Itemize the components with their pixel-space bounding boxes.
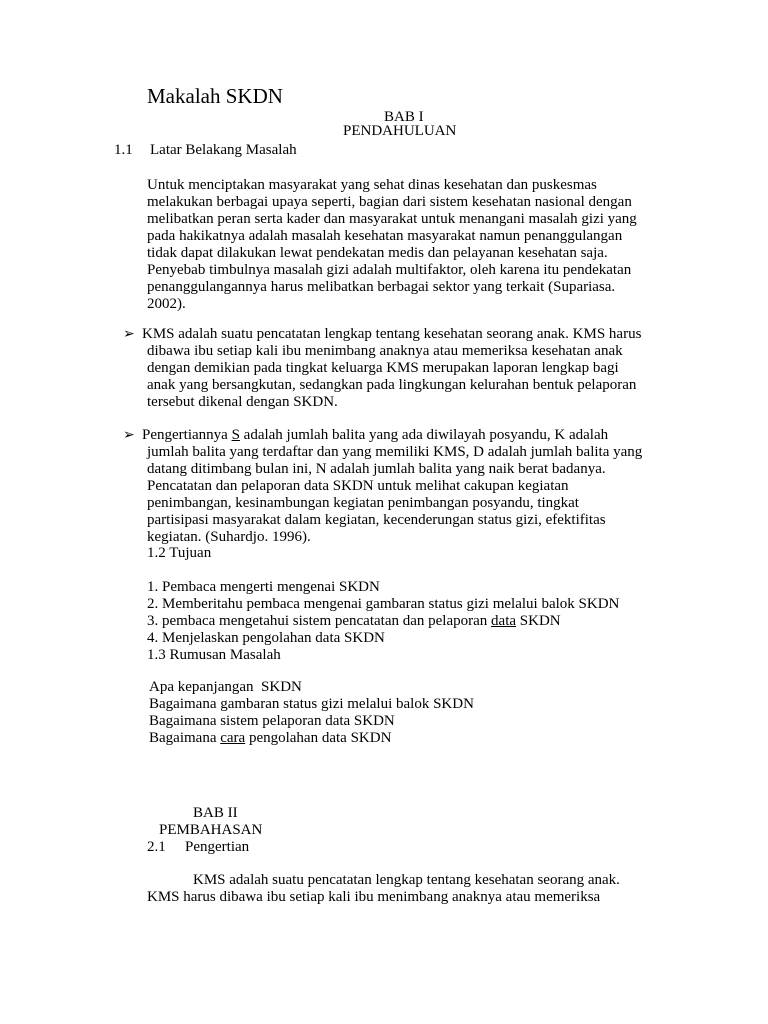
paragraph-line: tidak dapat dilakukan lewat pendekatan medis dan pelayanan kesehatan saja. bbox=[147, 245, 608, 261]
rumusan-item: Apa kepanjangan SKDN bbox=[149, 679, 302, 695]
tujuan-item: 2. Memberitahu pembaca mengenai gambaran status gizi melalui balok SKDN bbox=[147, 596, 620, 612]
rumusan-list bbox=[149, 679, 474, 747]
spacer bbox=[147, 562, 619, 579]
bab2-paragraph-line: KMS harus dibawa ibu setiap kali ibu menimbang anaknya atau memeriksa bbox=[147, 889, 601, 905]
background-paragraph bbox=[147, 177, 637, 313]
arrow-bullet-icon: ➢ bbox=[123, 327, 135, 342]
item-text: SKDN bbox=[516, 613, 561, 629]
bullet-line: datang ditimbang bulan ini, N adalah jumlah balita yang naik berat badanya. bbox=[147, 461, 606, 477]
chapter-1-heading: BAB I bbox=[384, 109, 424, 125]
paragraph-line: 2002). bbox=[147, 296, 186, 312]
section-2-1-title: Pengertian bbox=[185, 839, 250, 855]
bab2-paragraph-line: KMS adalah suatu pencatatan lengkap tentang kesehatan seorang anak. bbox=[193, 872, 620, 888]
item-text: pengolahan data SKDN bbox=[245, 730, 392, 746]
bullet-line: dibawa ibu setiap kali ibu menimbang anaknya atau memeriksa kesehatan anak bbox=[147, 343, 623, 359]
tujuan-heading: 1.2 Tujuan bbox=[147, 545, 212, 561]
paragraph-line: melakukan berbagai upaya seperti, bagian dari sistem kesehatan nasional dengan bbox=[147, 194, 632, 210]
tujuan-item bbox=[147, 613, 619, 630]
underlined-word: cara bbox=[220, 730, 246, 746]
underlined-word: data bbox=[491, 613, 517, 629]
underlined-letter: S bbox=[231, 427, 240, 443]
arrow-bullet-icon: ➢ bbox=[123, 428, 135, 443]
tujuan-item: 1. Pembaca mengerti mengenai SKDN bbox=[147, 579, 380, 595]
bullet-kms bbox=[123, 326, 642, 411]
bullet-line bbox=[142, 427, 642, 444]
paragraph-line: pada hakikatnya adalah masalah kesehatan masyarakat namun penanggulangan bbox=[147, 228, 623, 244]
rumusan-heading: 1.3 Rumusan Masalah bbox=[147, 647, 281, 663]
paragraph-line: Untuk menciptakan masyarakat yang sehat dinas kesehatan dan puskesmas bbox=[147, 177, 597, 193]
section-1-1-number: 1.1 bbox=[114, 142, 133, 158]
bullet-text: adalah jumlah balita yang ada diwilayah posyandu, K adalah bbox=[239, 427, 609, 443]
bullet-line: anak yang bersangkutan, sedangkan pada lingkungan kelurahan bentuk pelaporan bbox=[147, 377, 637, 393]
paragraph-line: Penyebab timbulnya masalah gizi adalah multifaktor, oleh karena itu pendekatan bbox=[147, 262, 632, 278]
bullet-text: Pengertiannya bbox=[142, 427, 232, 443]
bullet-line: tersebut dikenal dengan SKDN. bbox=[147, 394, 338, 410]
chapter-2-subheading: PEMBAHASAN bbox=[159, 822, 263, 838]
rumusan-item bbox=[149, 730, 474, 747]
chapter-1-subheading: PENDAHULUAN bbox=[343, 123, 457, 139]
bullet-line: partisipasi masyarakat dalam kegiatan, kecenderungan status gizi, efektifitas bbox=[147, 512, 606, 528]
section-2-1-number: 2.1 bbox=[147, 839, 166, 855]
bullet-line: penimbangan, kesinambungan kegiatan penimbangan posyandu, tingkat bbox=[147, 495, 579, 511]
paragraph-line: melibatkan peran serta kader dan masyarakat untuk menangani masalah gizi yang bbox=[147, 211, 637, 227]
tujuan-item: 4. Menjelaskan pengolahan data SKDN bbox=[147, 630, 385, 646]
chapter-2-heading: BAB II bbox=[193, 805, 238, 821]
rumusan-item: Bagaimana gambaran status gizi melalui balok SKDN bbox=[149, 696, 474, 712]
bullet-line: Pencatatan dan pelaporan data SKDN untuk melihat cakupan kegiatan bbox=[147, 478, 569, 494]
bullet-line: kegiatan. (Suhardjo. 1996). bbox=[147, 529, 311, 545]
item-text: Bagaimana bbox=[149, 730, 221, 746]
item-text: 3. pembaca mengetahui sistem pencatatan dan pelaporan bbox=[147, 613, 492, 629]
tujuan-section bbox=[147, 545, 619, 664]
rumusan-item: Bagaimana sistem pelaporan data SKDN bbox=[149, 713, 395, 729]
bullet-line: dengan demikian pada tingkat keluarga KMS merupakan laporan lengkap bagi bbox=[147, 360, 619, 376]
section-1-1-title: Latar Belakang Masalah bbox=[150, 142, 297, 158]
bullet-pengertian bbox=[123, 427, 643, 546]
paragraph-line: penanggulangannya harus melibatkan berbagai sektor yang terkait (Supariasa. bbox=[147, 279, 616, 295]
bullet-line: jumlah balita yang terdaftar dan yang memiliki KMS, D adalah jumlah balita yang bbox=[147, 444, 643, 460]
document-title: Makalah SKDN bbox=[147, 84, 283, 108]
bullet-line: KMS adalah suatu pencatatan lengkap tentang kesehatan seorang anak. KMS harus bbox=[142, 326, 642, 342]
